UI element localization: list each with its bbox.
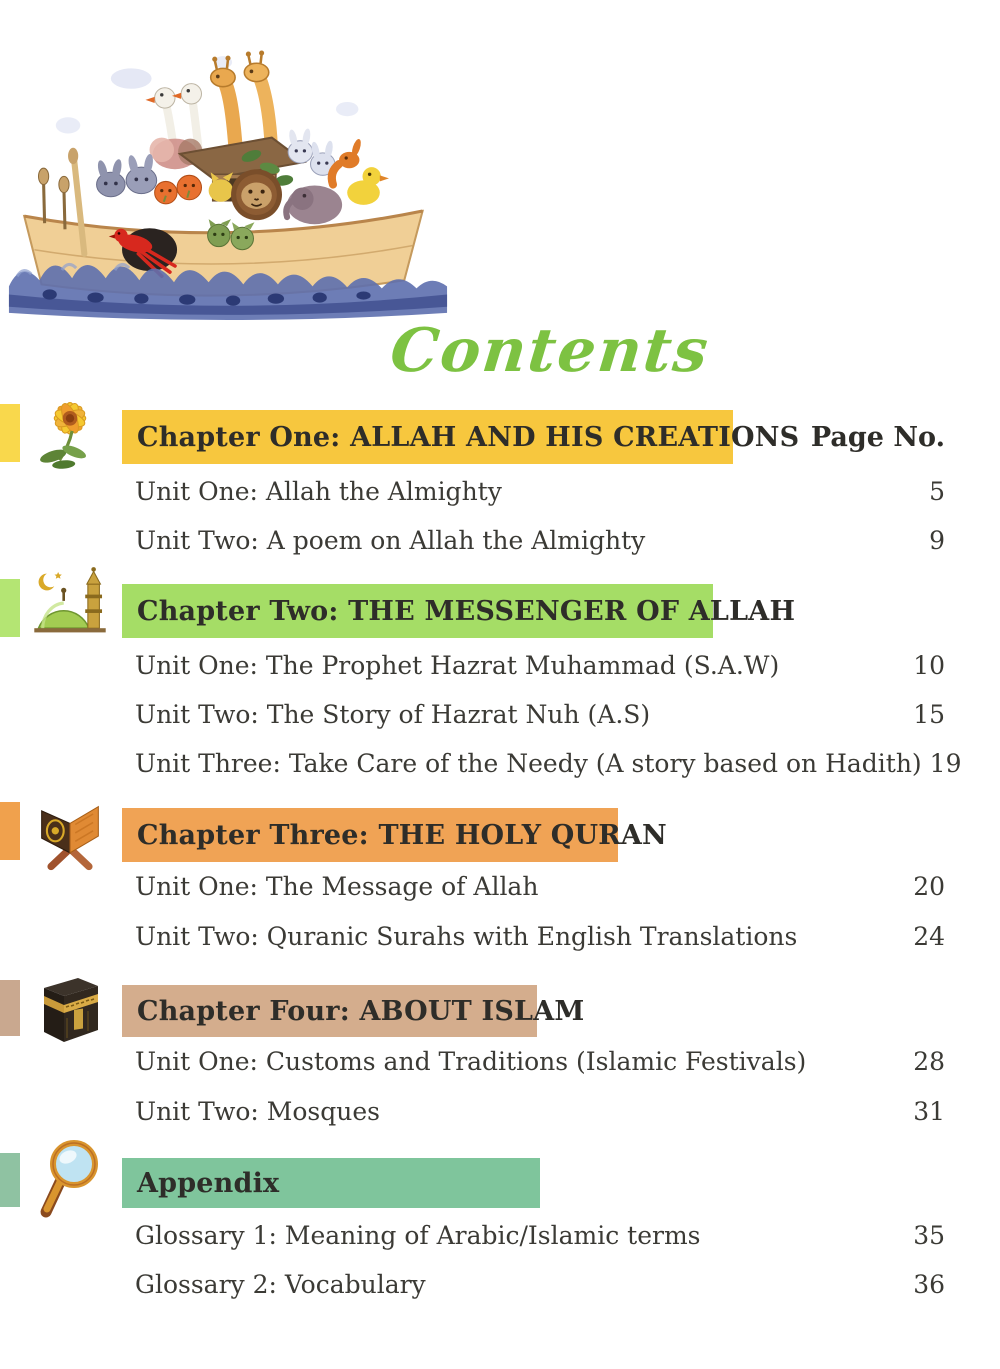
toc-entry (135, 477, 945, 506)
toc-entry-label: Unit Two: Quranic Surahs with English Translations (135, 922, 798, 951)
chapter-one-heading: Chapter One: ALLAH AND HIS CREATIONS (137, 421, 800, 453)
toc-entry (135, 922, 945, 951)
toc-entry-label: Unit One: Allah the Almighty (135, 477, 502, 506)
page-title: Contents (387, 316, 713, 386)
magnifier-icon (28, 1136, 112, 1228)
toc-entry-page: 20 (913, 872, 945, 901)
toc-entry (135, 651, 945, 680)
toc-entry-page: 5 (929, 477, 945, 506)
appendix-heading: Appendix (137, 1167, 280, 1199)
toc-entry (135, 526, 945, 555)
toc-entry (135, 1221, 945, 1250)
toc-entry-label: Unit Three: Take Care of the Needy (A story based on Hadith) (135, 749, 922, 778)
toc-entry (135, 1097, 945, 1126)
chapter-two-heading: Chapter Two: THE MESSENGER OF ALLAH (137, 595, 796, 627)
edge-strip-chapter-four (0, 980, 20, 1036)
chapter-three-bar (122, 808, 667, 862)
toc-entry-page: 35 (913, 1221, 945, 1250)
chapter-one-bar (122, 410, 800, 464)
noahs-ark-svg (8, 50, 448, 320)
toc-entry (135, 749, 962, 778)
page-no-header: Page No. (810, 421, 945, 453)
toc-entry-page: 19 (929, 749, 962, 778)
toc-entry (135, 700, 945, 729)
toc-entry-label: Glossary 1: Meaning of Arabic/Islamic terms (135, 1221, 701, 1250)
kaaba-icon (28, 966, 112, 1054)
chapter-two-bar (122, 584, 796, 638)
toc-entry-page: 9 (929, 526, 945, 555)
flower-icon (28, 391, 112, 475)
toc-entry-label: Unit Two: Mosques (135, 1097, 380, 1126)
edge-strip-appendix (0, 1153, 20, 1207)
toc-entry-label: Unit Two: The Story of Hazrat Nuh (A.S) (135, 700, 651, 729)
toc-entry (135, 1047, 945, 1076)
edge-strip-chapter-two (0, 579, 20, 637)
quran-icon (28, 793, 112, 877)
toc-entry-label: Glossary 2: Vocabulary (135, 1270, 426, 1299)
chapter-four-heading: Chapter Four: ABOUT ISLAM (137, 995, 585, 1027)
toc-entry-label: Unit Two: A poem on Allah the Almighty (135, 526, 646, 555)
appendix-bar (122, 1158, 540, 1208)
edge-strip-chapter-three (0, 802, 20, 860)
noahs-ark-illustration (8, 50, 448, 320)
toc-entry-page: 15 (913, 700, 945, 729)
toc-entry-page: 10 (913, 651, 945, 680)
toc-entry-page: 31 (913, 1097, 945, 1126)
toc-entry-label: Unit One: The Prophet Hazrat Muhammad (S.A.W) (135, 651, 780, 680)
mosque-icon (28, 561, 112, 645)
chapter-three-heading: Chapter Three: THE HOLY QURAN (137, 819, 667, 851)
toc-entry (135, 1270, 945, 1299)
toc-entry-page: 24 (913, 922, 945, 951)
toc-entry (135, 872, 945, 901)
toc-entry-page: 28 (913, 1047, 945, 1076)
toc-entry-label: Unit One: Customs and Traditions (Islamic Festivals) (135, 1047, 807, 1076)
toc-entry-page: 36 (913, 1270, 945, 1299)
toc-entry-label: Unit One: The Message of Allah (135, 872, 539, 901)
edge-strip-chapter-one (0, 404, 20, 462)
chapter-four-bar (122, 985, 585, 1037)
